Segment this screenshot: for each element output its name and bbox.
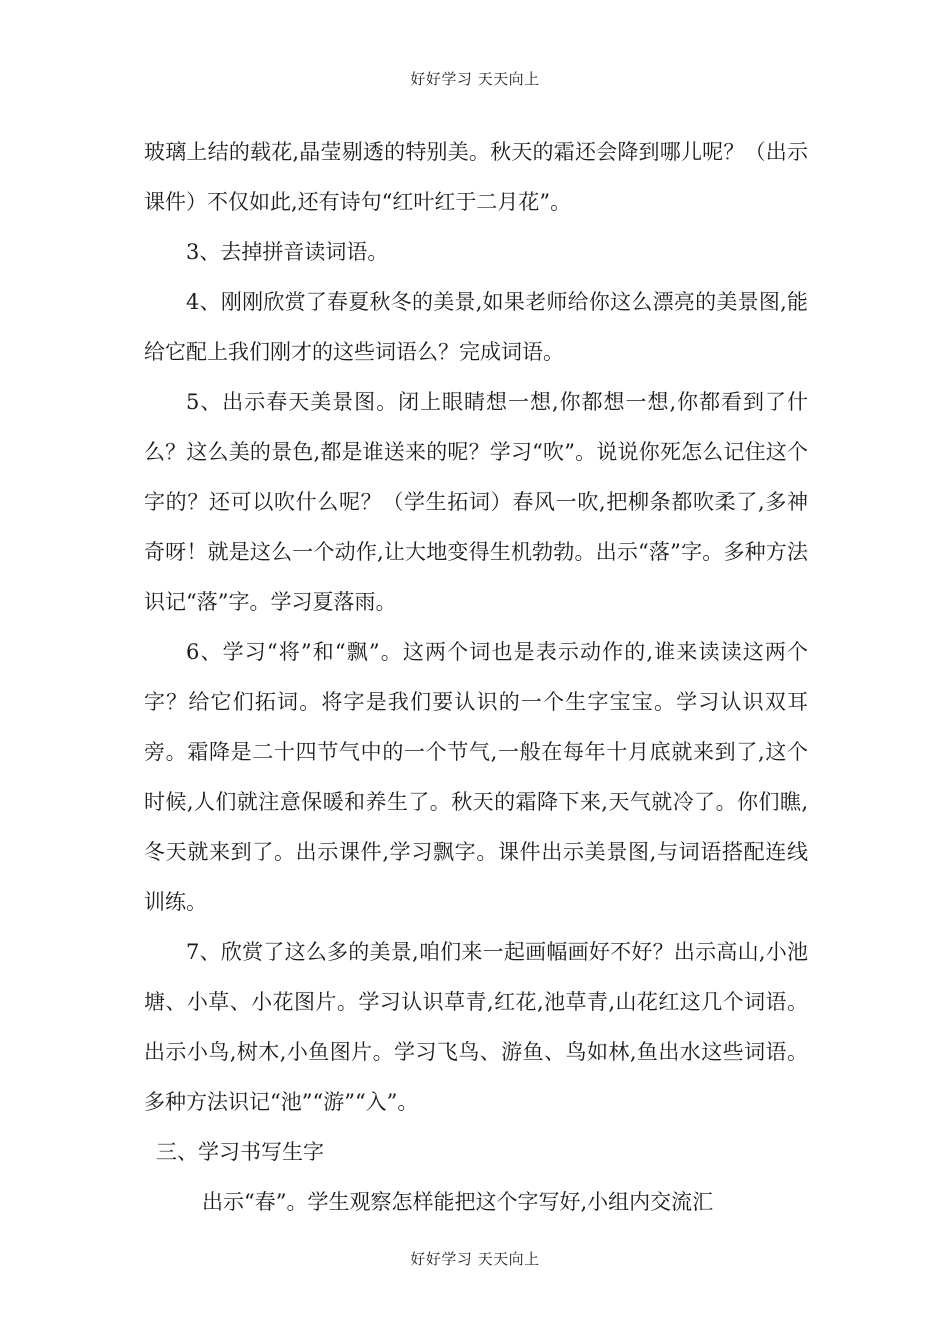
page-footer: 好好学习 天天向上 (410, 1250, 540, 1268)
section-heading: 三、学习书写生字 (156, 1140, 324, 1164)
paragraph-frost-poem: 玻璃上结的载花,晶莹剔透的特别美。秋天的霜还会降到哪儿呢？（出示课件）不仅如此,还有诗句“红叶红于二月花”。 (144, 140, 808, 214)
paragraph-writing: 出示“春”。学生观察怎样能把这个字写好,小组内交流汇 (202, 1190, 714, 1214)
paragraph-step-7: 7、欣赏了这么多的美景,咱们来一起画幅画好不好？出示高山,小池塘、小草、小花图片。学习认识草青,红花,池草青,山花红这几个词语。出示小鸟,树木,小鱼图片。学习飞鸟、游鱼、鸟如林,鱼出水这些词语。多种方法识记“池”“游”“入”。 (144, 940, 808, 1114)
paragraph-step-4: 4、刚刚欣赏了春夏秋冬的美景,如果老师给你这么漂亮的美景图,能给它配上我们刚才的这些词语么？完成词语。 (144, 290, 808, 364)
paragraph-step-6: 6、学习“将”和“飘”。这两个词也是表示动作的,谁来读读这两个字？给它们拓词。将字是我们要认识的一个生字宝宝。学习认识双耳旁。霜降是二十四节气中的一个节气,一般在每年十月底就来到了,这个时候,人们就注意保暖和养生了。秋天的霜降下来,天气就冷了。你们瞧,冬天就来到了。出示课件,学习飘字。课件出示美景图,与词语搭配连线训练。 (144, 640, 808, 914)
page-header: 好好学习 天天向上 (410, 70, 540, 88)
paragraph-step-5: 5、出示春天美景图。闭上眼睛想一想,你都想一想,你都看到了什么？这么美的景色,都是谁送来的呢？学习“吹”。说说你死怎么记住这个字的？还可以吹什么呢？（学生拓词）春风一吹,把柳条都吹柔了,多神奇呀！就是这么一个动作,让大地变得生机勃勃。出示“落”字。多种方法识记“落”字。学习夏落雨。 (144, 390, 808, 614)
document-body (144, 127, 808, 1227)
paragraph-step-3: 3、去掉拼音读词语。 (186, 240, 389, 264)
